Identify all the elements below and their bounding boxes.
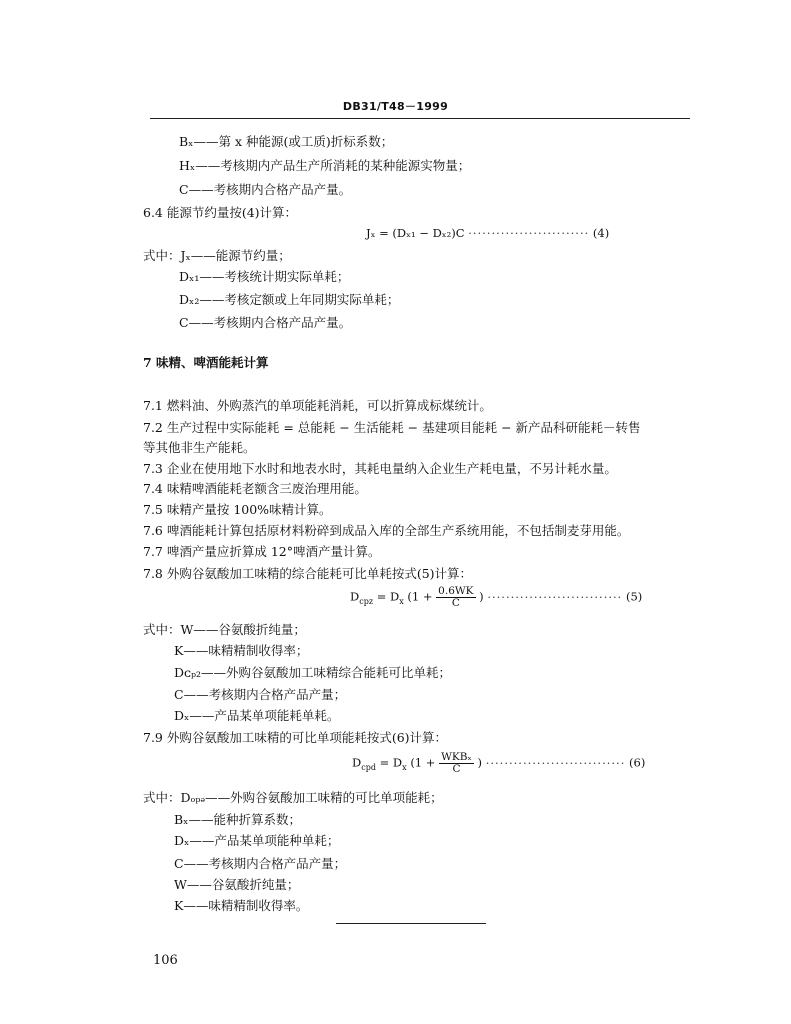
leader-dots: ····························· bbox=[487, 589, 623, 604]
eq5-denominator: C bbox=[451, 597, 460, 609]
definition-c-2: C——考核期内合格产品产量。 bbox=[179, 315, 352, 330]
eq6-open: (1 + bbox=[410, 755, 436, 770]
definition-dx-2: Dₓ——产品某单项能种单耗； bbox=[174, 833, 340, 848]
page-number: 106 bbox=[153, 953, 178, 968]
eq5-lhs-sub: cpz bbox=[359, 596, 374, 606]
eq5-numerator: 0.6WK bbox=[438, 585, 474, 597]
eq6-denominator: C bbox=[452, 763, 461, 775]
definition-bx: Bₓ——第 x 种能源(或工质)折标系数； bbox=[179, 134, 394, 149]
footer-rule bbox=[336, 923, 486, 924]
leader-dots: ·························· bbox=[468, 226, 590, 240]
definition-bx-2: Bₓ——能种折算系数； bbox=[174, 812, 301, 827]
clause-6-4: 6.4 能源节约量按(4)计算： bbox=[143, 205, 298, 220]
definition-dcpz: Dᴄₚ₂——外购谷氨酸加工味精综合能耗可比单耗； bbox=[174, 665, 452, 680]
definition-c-4: C——考核期内合格产品产量； bbox=[174, 856, 347, 871]
clause-7-3: 7.3 企业在使用地下水时和地表水时，其耗电量纳入企业生产耗电量，不另计耗水量。 bbox=[143, 461, 617, 476]
definition-hx: Hₓ——考核期内产品生产所消耗的某种能源实物量； bbox=[179, 158, 471, 173]
clause-7-4: 7.4 味精啤酒能耗老额含三废治理用能。 bbox=[143, 481, 367, 496]
clause-7-5: 7.5 味精产量按 100%味精计算。 bbox=[143, 502, 332, 517]
definition-k-2: K——味精精制收得率。 bbox=[174, 898, 309, 913]
eq6-numerator: WKBₓ bbox=[441, 751, 472, 763]
definition-dx: Dₓ——产品某单项能耗单耗。 bbox=[174, 708, 340, 723]
definition-dx1: Dₓ₁——考核统计期实际单耗； bbox=[179, 269, 350, 284]
definition-dcpd: 式中：Dₒₚₔ——外购谷氨酸加工味精的可比单项能耗； bbox=[143, 790, 443, 805]
equation-5 bbox=[350, 586, 642, 609]
equation-4-number: (4) bbox=[592, 226, 610, 240]
clause-7-2-line1: 7.2 生产过程中实际能耗 = 总能耗 − 生活能耗 − 基建项目能耗 − 新产品科研能耗－转售 bbox=[143, 420, 641, 435]
clause-7-7: 7.7 啤酒产量应折算成 12°啤酒产量计算。 bbox=[143, 544, 381, 559]
leader-dots: ······························ bbox=[485, 755, 626, 770]
eq6-mid: = D bbox=[379, 755, 403, 770]
definition-w: 式中：W——谷氨酸折纯量； bbox=[143, 622, 306, 637]
clause-7-9: 7.9 外购谷氨酸加工味精的可比单项能耗按式(6)计算： bbox=[143, 730, 448, 745]
equation-4 bbox=[366, 226, 609, 240]
eq5-open: (1 + bbox=[407, 589, 433, 604]
eq5-number: (5) bbox=[626, 589, 643, 604]
eq5-lhs: D bbox=[350, 589, 360, 604]
eq6-fraction bbox=[439, 752, 474, 775]
header-rule bbox=[150, 118, 690, 119]
definition-dx2: Dₓ₂——考核定额或上年同期实际单耗； bbox=[179, 292, 400, 307]
eq5-mid-sub: x bbox=[399, 596, 404, 606]
header-code: DB31/T48－1999 bbox=[342, 100, 449, 113]
eq6-mid-sub: x bbox=[402, 762, 407, 772]
definition-c-3: C——考核期内合格产品产量； bbox=[174, 687, 347, 702]
equation-6 bbox=[352, 752, 645, 775]
equation-4-body: Jₓ = (Dₓ₁ − Dₓ₂)C bbox=[366, 226, 465, 240]
section-7-title: 7 味精、啤酒能耗计算 bbox=[143, 355, 269, 370]
definition-c: C——考核期内合格产品产量。 bbox=[179, 182, 352, 197]
definition-w-2: W——谷氨酸折纯量； bbox=[174, 877, 300, 892]
clause-7-2-line2: 等其他非生产能耗。 bbox=[143, 440, 256, 455]
clause-7-8: 7.8 外购谷氨酸加工味精的综合能耗可比单耗按式(5)计算： bbox=[143, 566, 473, 581]
eq6-number: (6) bbox=[629, 755, 646, 770]
eq5-mid: = D bbox=[376, 589, 400, 604]
eq6-lhs: D bbox=[352, 755, 362, 770]
definition-k: K——味精精制收得率； bbox=[174, 643, 309, 658]
eq6-close: ) bbox=[477, 755, 483, 770]
clause-7-1: 7.1 燃料油、外购蒸汽的单项能耗消耗，可以折算成标煤统计。 bbox=[143, 398, 492, 413]
definition-jx: 式中：Jₓ——能源节约量； bbox=[143, 248, 291, 263]
eq5-fraction bbox=[436, 586, 475, 609]
clause-7-6: 7.6 啤酒能耗计算包括原材料粉碎到成品入库的全部生产系统用能，不包括制麦芽用能。 bbox=[143, 523, 630, 538]
eq6-lhs-sub: cpd bbox=[361, 762, 376, 772]
eq5-close: ) bbox=[479, 589, 484, 604]
